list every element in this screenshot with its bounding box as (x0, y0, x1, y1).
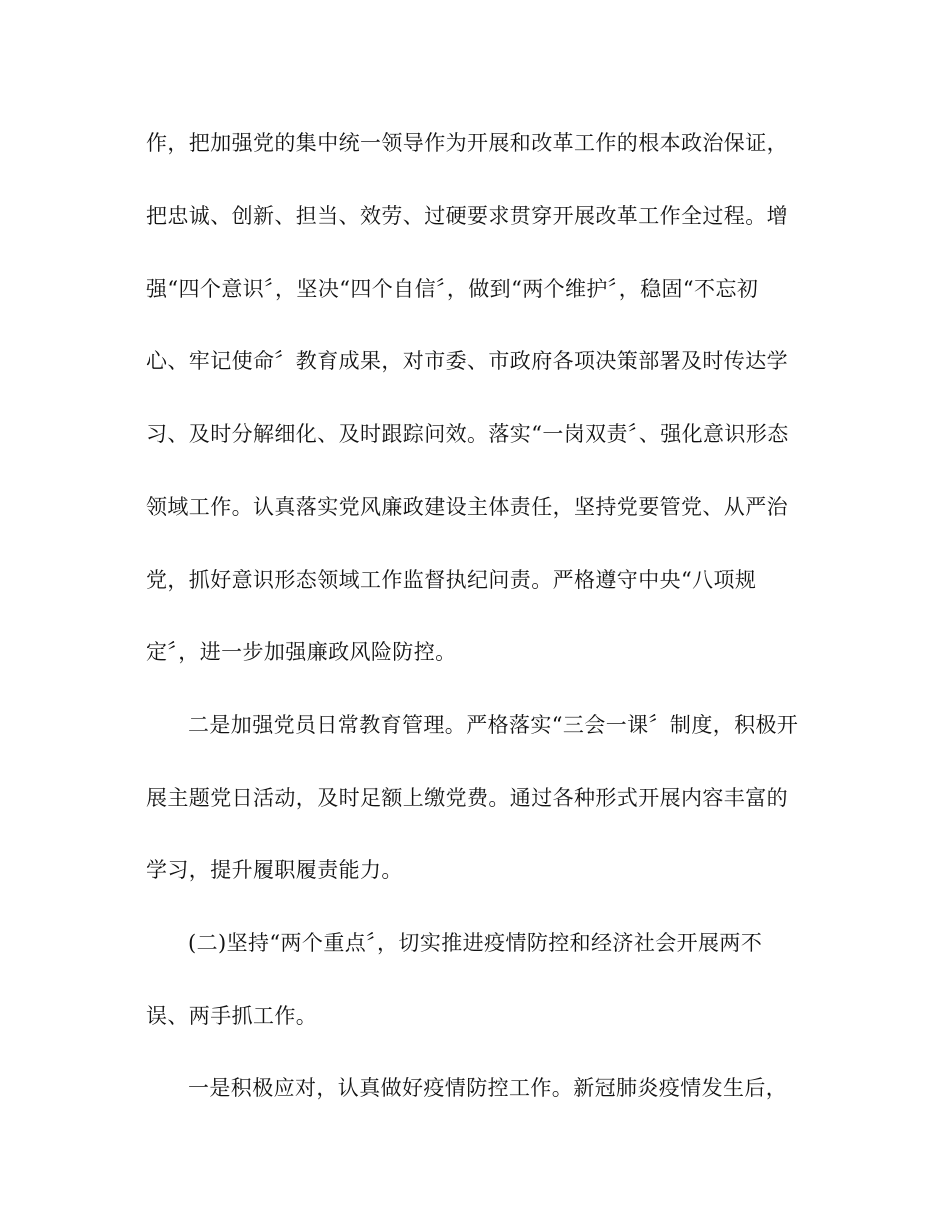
text-line: 习、及时分解细化、及时跟踪问效。落实“一岗双责〞、强化意识形态 (146, 422, 789, 446)
text-line: 误、两手抓工作。 (146, 1004, 318, 1028)
text-line: 心、牢记使命〞教育成果，对市委、市政府各项决策部署及时传达学 (146, 349, 788, 373)
text-line: 领域工作。认真落实党风廉政建设主体责任，坚持党要管党、从严治 (146, 495, 788, 519)
text-line: 展主题党日活动，及时足额上缴党费。通过各种形式开展内容丰富的 (146, 786, 788, 810)
section-heading-line: (二)坚持“两个重点〞，切实推进疫情防控和经济社会开展两不 (188, 931, 763, 955)
text-line: 定〞，进一步加强廉政风险防控。 (146, 640, 457, 664)
text-line: 把忠诚、创新、担当、效劳、过硬要求贯穿开展改革工作全过程。增 (146, 204, 788, 228)
text-line: 党，抓好意识形态领域工作监督执纪问责。严格遵守中央“八项规 (146, 568, 757, 592)
paragraph-start-line: 一是积极应对，认真做好疫情防控工作。新冠肺炎疫情发生后， (188, 1076, 788, 1100)
text-line: 学习，提升履职履责能力。 (146, 858, 403, 882)
text-line: 强“四个意识〞，坚决“四个自信〞，做到“两个维护〞，稳固“不忘初 (146, 277, 759, 301)
text-line: 作，把加强党的集中统一领导作为开展和改革工作的根本政治保证， (146, 131, 788, 155)
paragraph-start-line: 二是加强党员日常教育管理。严格落实“三会一课〞制度，积极开 (188, 713, 799, 737)
